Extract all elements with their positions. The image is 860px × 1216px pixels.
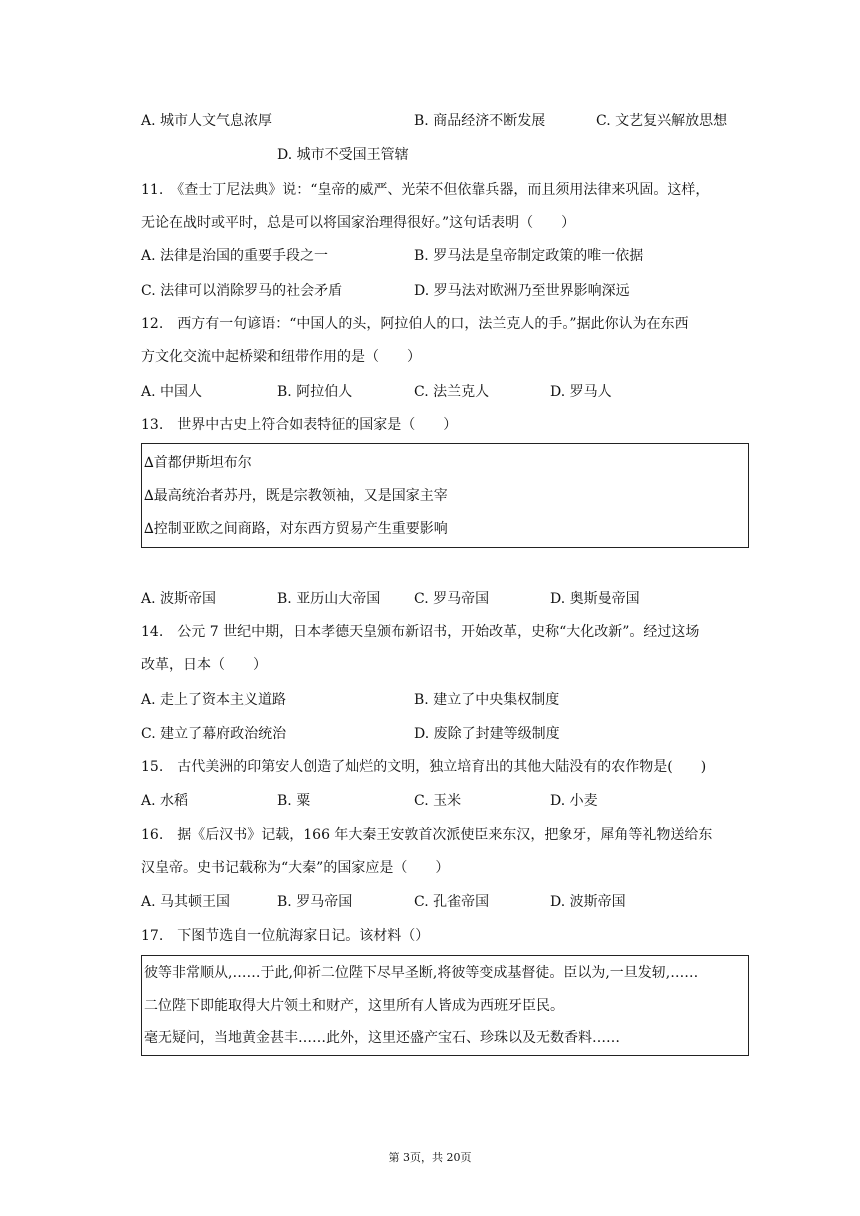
q10-option-d: D. 城市不受国王管辖: [277, 147, 409, 163]
q14-stem-line-2: 改革，日本（ ）: [141, 657, 267, 673]
q16-stem-line-1: 16. 据《后汉书》记载，166 年大秦王安敦首次派使臣来东汉，把象牙，犀角等礼物送给东: [141, 827, 713, 843]
q15-option-c: C. 玉米: [414, 793, 462, 809]
q16-option-c: C. 孔雀帝国: [414, 894, 490, 910]
q17-excerpt-line-1: 彼等非常顺从,……于此,仰祈二位陛下尽早圣断,将彼等变成基督徒。臣以为,一旦发轫,……: [144, 965, 699, 981]
q11-option-a: A. 法律是治国的重要手段之一: [141, 248, 329, 264]
q13-option-a: A. 波斯帝国: [141, 591, 217, 607]
q10-option-a: A. 城市人文气息浓厚: [141, 113, 273, 129]
q11-stem-line-1: 11. 《查士丁尼法典》说：“皇帝的威严、光荣不但依靠兵器，而且须用法律来巩固。这样，: [141, 182, 710, 198]
q10-option-b: B. 商品经济不断发展: [414, 113, 546, 129]
q12-stem-line-2: 方文化交流中起桥梁和纽带作用的是（ ）: [141, 349, 421, 365]
q14-option-d: D. 废除了封建等级制度: [414, 726, 560, 742]
q15-stem: 15. 古代美洲的印第安人创造了灿烂的文明，独立培育出的其他大陆没有的农作物是( ): [141, 759, 707, 775]
q14-option-b: B. 建立了中央集权制度: [414, 692, 560, 708]
q10-option-c: C. 文艺复兴解放思想: [596, 113, 728, 129]
q11-option-c: C. 法律可以消除罗马的社会矛盾: [141, 283, 343, 299]
q15-option-d: D. 小麦: [550, 793, 598, 809]
q12-option-a: A. 中国人: [141, 384, 203, 400]
q17-stem: 17. 下图节选自一位航海家日记。该材料（）: [141, 928, 430, 944]
q14-option-a: A. 走上了资本主义道路: [141, 692, 287, 708]
q11-option-d: D. 罗马法对欧洲乃至世界影响深远: [414, 283, 630, 299]
q11-option-b: B. 罗马法是皇帝制定政策的唯一依据: [414, 248, 644, 264]
q13-option-d: D. 奥斯曼帝国: [550, 591, 640, 607]
q17-excerpt-line-3: 毫无疑问，当地黄金甚丰……此外，这里还盛产宝石、珍珠以及无数香料……: [144, 1030, 620, 1046]
q13-option-b: B. 亚历山大帝国: [277, 591, 381, 607]
q13-option-c: C. 罗马帝国: [414, 591, 490, 607]
q12-option-c: C. 法兰克人: [414, 384, 490, 400]
q16-stem-line-2: 汉皇帝。史书记载称为“大秦”的国家应是（ ）: [141, 860, 450, 876]
q14-option-c: C. 建立了幕府政治统治: [141, 726, 287, 742]
page-footer: 第 3页，共 20页: [388, 1151, 472, 1164]
q16-option-b: B. 罗马帝国: [277, 894, 353, 910]
q17-diary-excerpt: [141, 955, 749, 1056]
q17-excerpt-line-2: 二位陛下即能取得大片领土和财产，这里所有人皆成为西班牙臣民。: [144, 998, 564, 1014]
q13-stem: 13. 世界中古史上符合如表特征的国家是（ ）: [141, 417, 458, 433]
q13-feature-3: ∆控制亚欧之间商路，对东西方贸易产生重要影响: [144, 521, 448, 537]
q13-feature-table: [141, 443, 749, 548]
q12-option-b: B. 阿拉伯人: [277, 384, 353, 400]
q16-option-d: D. 波斯帝国: [550, 894, 626, 910]
q12-option-d: D. 罗马人: [550, 384, 612, 400]
q16-option-a: A. 马其顿王国: [141, 894, 231, 910]
q13-feature-2: ∆最高统治者苏丹，既是宗教领袖，又是国家主宰: [144, 488, 448, 504]
q12-stem-line-1: 12. 西方有一句谚语：“中国人的头，阿拉伯人的口，法兰克人的手。”据此你认为在东西: [141, 316, 689, 332]
q11-stem-line-2: 无论在战时或平时，总是可以将国家治理得很好。”这句话表明（ ）: [141, 215, 576, 231]
q14-stem-line-1: 14. 公元 7 世纪中期，日本孝德天皇颁布新诏书，开始改革，史称“大化改新”。经过这场: [141, 624, 700, 640]
q13-feature-1: ∆首都伊斯坦布尔: [144, 455, 252, 471]
q15-option-b: B. 粟: [277, 793, 311, 809]
q15-option-a: A. 水稻: [141, 793, 189, 809]
